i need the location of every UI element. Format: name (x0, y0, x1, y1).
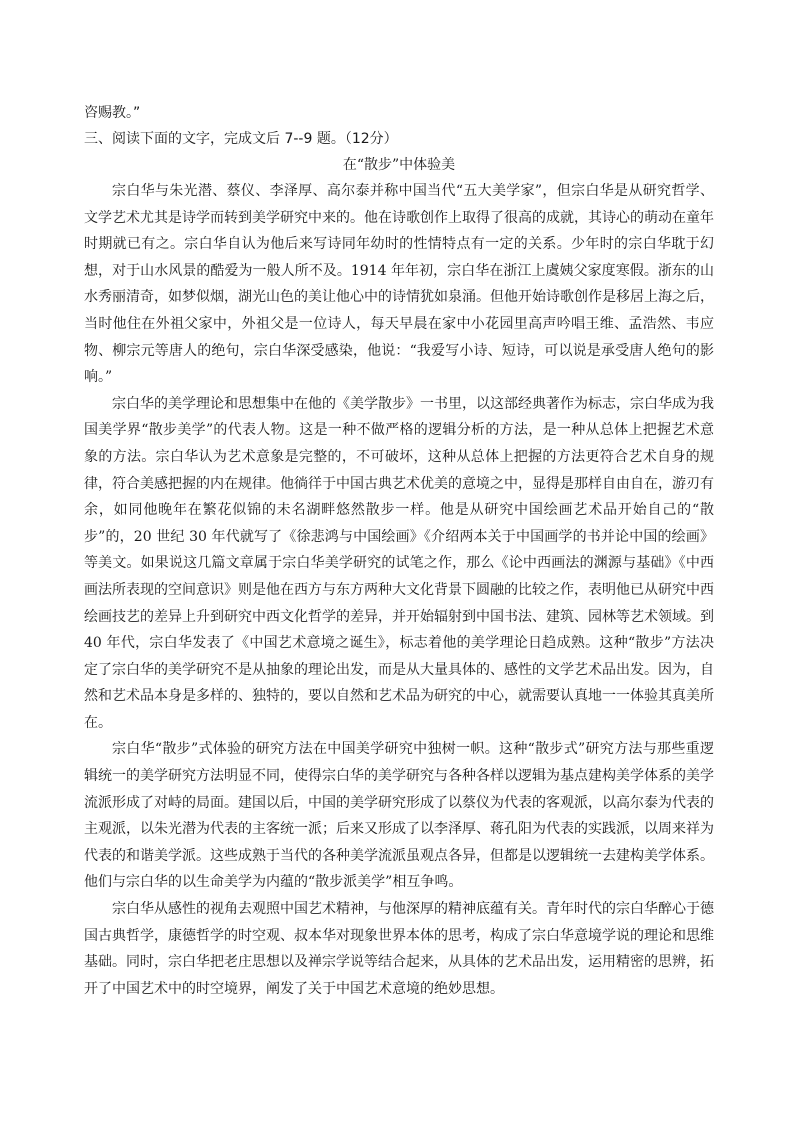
article-title: 在“散步”中体验美 (342, 157, 456, 173)
paragraph-3: 宗白华“散步”式体验的研究方法在中国美学研究中独树一帜。这种“散步式”研究方法与那些重逻辑统一的美学研究方法明显不同，使得宗白华的美学研究与各种各样以逻辑为基点建构美学体系的美学流派形成了对峙的局面。建国以后，中国的美学研究形成了以蔡仪为代表的客观派，以高尔泰为代表的主观派，以朱光潜为代表的主客统一派；后来又形成了以李泽厚、蒋孔阳为代表的实践派，以周来祥为代表的和谐美学派。这些成熟于当代的各种美学流派虽观点各异，但都是以逻辑统一去建构美学体系。他们与宗白华的以生命美学为内蕴的“散步派美学”相互争鸣。 (84, 741, 714, 891)
continuation-line: 咨赐教。” (84, 105, 141, 121)
paragraph-2: 宗白华的美学理论和思想集中在他的《美学散步》一书里，以这部经典著作为标志，宗白华成为我国美学界“散步美学”的代表人物。这是一种不做严格的逻辑分析的方法，是一种从总体上把握艺术意象的方法。宗白华认为艺术意象是完整的，不可破坏，这种从总体上把握的方法更符合艺术自身的规律，符合美感把握的内在规律。他徜徉于中国古典艺术优美的意境之中，显得是那样自由自在，游刃有余，如同他晚年在繁花似锦的未名湖畔悠然散步一样。他是从研究中国绘画艺术品开始自己的“散步”的，20 世纪 30 年代就写了《徐悲鸿与中国绘画》《介绍两本关于中国画学的书并论中国的绘画》等美文。如果说这几篇文章属于宗白华美学研究的试笔之作，那么《论中西画法的渊源与基础》《中西画法所表现的空间意识》则是他在西方与东方两种大文化背景下圆融的比较之作，表明他已从研究中西绘画技艺的差异上升到研究中西文化哲学的差异，并开始辐射到中国书法、建筑、园林等艺术领域。到 40 年代，宗白华发表了《中国艺术意境之诞生》，标志着他的美学理论日趋成熟。这种“散步”方法决定了宗白华的美学研究不是从抽象的理论出发，而是从大量具体的、感性的文学艺术品出发。因为，自然和艺术品本身是多样的、独特的，要以自然和艺术品为研究的中心，就需要认真地一一体验其真美所在。 (84, 395, 714, 731)
paragraph-1: 宗白华与朱光潜、蔡仪、李泽厚、高尔泰并称中国当代“五大美学家”，但宗白华是从研究哲学、文学艺术尤其是诗学而转到美学研究中来的。他在诗歌创作上取得了很高的成就，其诗心的萌动在童年时期就已有之。宗白华自认为他后来写诗同年幼时的性情特点有一定的关系。少年时的宗白华耽于幻想，对于山水风景的酷爱为一般人所不及。1914 年年初，宗白华在浙江上虞姨父家度寒假。浙东的山水秀丽清奇，如梦似烟，湖光山色的美让他心中的诗情犹如泉涌。但他开始诗歌创作是移居上海之后，当时他住在外祖父家中，外祖父是一位诗人，每天早晨在家中小花园里高声吟唱王维、孟浩然、韦应物、柳宗元等唐人的绝句，宗白华深受感染，他说：“我爱写小诗、短诗，可以说是承受唐人绝句的影响。” (84, 183, 714, 386)
document-body (84, 100, 714, 1002)
section-heading: 三、阅读下面的文字，完成文后 7--9 题。（12分） (84, 131, 398, 147)
paragraph-4: 宗白华从感性的视角去观照中国艺术精神，与他深厚的精神底蕴有关。青年时代的宗白华醉心于德国古典哲学，康德哲学的时空观、叔本华对现象世界本体的思考，构成了宗白华意境学说的理论和思维基础。同时，宗白华把老庄思想以及禅宗学说等结合起来，从具体的艺术品出发，运用精密的思辨，拓开了中国艺术中的时空境界，阐发了关于中国艺术意境的绝妙思想。 (84, 901, 714, 997)
